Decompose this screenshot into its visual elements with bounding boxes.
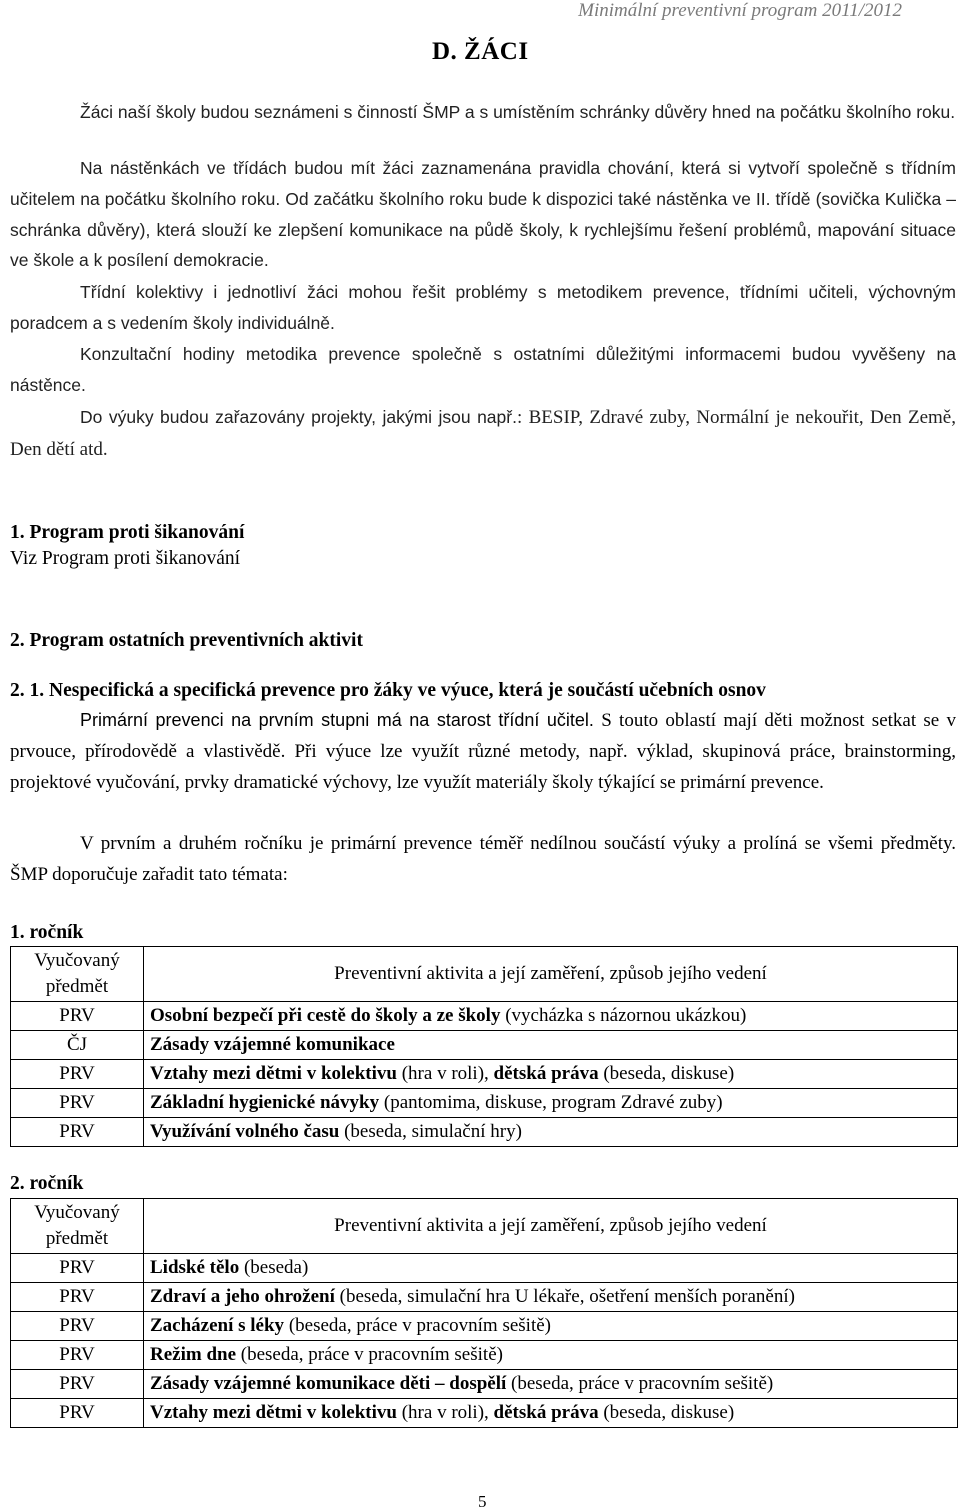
table-row [11,1118,958,1147]
activity-topic: Zdraví a jeho ohrožení [150,1286,335,1307]
section-title: D. ŽÁCI [432,38,529,65]
subject-cell: PRV [11,1118,144,1147]
subsection-2-1-paragraph-2 [10,829,956,891]
subject-column-header: Vyučovaný předmět [11,947,144,1002]
activity-topic: dětská práva [493,1063,599,1084]
activity-topic: Režim dne [150,1344,237,1365]
subject-column-header: Vyučovaný předmět [11,1199,144,1254]
activity-topic: Zásady vzájemné komunikace děti – dospělí [150,1373,507,1394]
intro-p5-text-b: : BESIP, Zdravé zuby, Normální je nekouřit, Den Země, Den dětí atd. [10,407,956,460]
grade-1-table [10,946,958,1147]
table-row [11,1060,958,1089]
subject-cell: PRV [11,1089,144,1118]
grade-2-label: 2. ročník [10,1173,84,1194]
activity-cell [144,1060,958,1089]
activity-cell [144,1370,958,1399]
intro-p2-text-b: třídě (sovička Kulička – schránka důvěry), která slouží ke zlepšení komunikace na půdě školy, k rychlejšímu řešení problémů, mapování situace ve škole a k posílení demokracie. [10,188,956,271]
activity-method: (beseda, simulační hry) [339,1121,522,1142]
activity-topic: Osobní bezpečí při cestě do školy a ze školy [150,1005,501,1026]
table-row [11,1370,958,1399]
activity-cell [144,1002,958,1031]
intro-paragraph-3 [10,277,956,339]
intro-p3-text: Třídní kolektivy i jednotliví žáci mohou řešit problémy s metodikem prevence, třídními učiteli, výchovným poradcem a s vedením školy individuálně. [10,282,956,333]
table-row [11,1312,958,1341]
activity-method: (beseda) [239,1257,309,1278]
activity-column-header: Preventivní aktivita a její zaměření, způsob jejího vedení [144,1199,958,1254]
subject-cell: PRV [11,1312,144,1341]
program-1-text: Viz Program proti šikanování [10,548,241,569]
activity-cell [144,1118,958,1147]
activity-cell [144,1254,958,1283]
table-row [11,1002,958,1031]
table-row [11,1089,958,1118]
sub21-p2-text: V prvním a druhém ročníku je primární prevence téměř nedílnou součástí výuky a prolíná se všemi předměty. ŠMP doporučuje zařadit tato témata: [10,833,956,885]
subject-cell: PRV [11,1002,144,1031]
subject-cell: PRV [11,1060,144,1089]
subject-cell: PRV [11,1399,144,1428]
subsection-2-1-heading: 2. 1. Nespecifická a specifická prevence pro žáky ve výuce, která je součástí učebních osnov [10,680,766,701]
activity-method: (beseda, simulační hra U lékaře, ošetření menších poranění) [334,1286,795,1307]
running-header: Minimální preventivní program 2011/2012 [578,0,902,21]
table-header-row [11,1199,958,1254]
activity-topic: Vztahy mezi dětmi v kolektivu [150,1063,397,1084]
grade-1-label: 1. ročník [10,922,84,943]
activity-column-header: Preventivní aktivita a její zaměření, způsob jejího vedení [144,947,958,1002]
table-row [11,1031,958,1060]
intro-paragraph-2 [10,153,956,276]
subject-cell: PRV [11,1370,144,1399]
subject-cell: PRV [11,1254,144,1283]
program-1-heading: 1. Program proti šikanování [10,522,245,543]
program-2-heading: 2. Program ostatních preventivních aktivit [10,630,363,651]
activity-method: (pantomima, diskuse, program Zdravé zuby) [379,1092,723,1113]
activity-method: (beseda, diskuse) [598,1402,735,1423]
intro-p5-text-a: Do výuky budou zařazovány projekty, jakými jsou např. [80,407,517,427]
activity-method: (beseda, práce v pracovním sešitě) [506,1373,774,1394]
intro-paragraph-1 [10,97,956,128]
intro-p2-text-a: Na nástěnkách ve třídách budou mít žáci zaznamenána pravidla chování, která si vytvoří společně s třídním učitelem na počátku školního roku. Od začátku školního roku bude k dispozici také nástěnka ve II. [10,158,956,209]
table-row [11,1341,958,1370]
activity-method: (beseda, diskuse) [598,1063,735,1084]
intro-p4-text: Konzultační hodiny metodika prevence společně s ostatními důležitými informacemi budou vyvěšeny na nástěnce. [10,344,956,395]
activity-topic: Lidské tělo [150,1257,240,1278]
activity-topic: Zacházení s léky [150,1315,285,1336]
activity-cell [144,1089,958,1118]
activity-method: (beseda, práce v pracovním sešitě) [236,1344,503,1365]
subject-cell: ČJ [11,1031,144,1060]
activity-method: (beseda, práce v pracovním sešitě) [284,1315,551,1336]
table-header-row [11,947,958,1002]
activity-topic: Zásady vzájemné komunikace [150,1034,395,1055]
activity-topic: dětská práva [493,1402,599,1423]
grade-2-table [10,1198,958,1428]
activity-topic: Vztahy mezi dětmi v kolektivu [150,1402,397,1423]
activity-cell [144,1031,958,1060]
activity-cell [144,1341,958,1370]
activity-topic: Základní hygienické návyky [150,1092,380,1113]
subject-cell: PRV [11,1283,144,1312]
activity-method: (hra v roli), [396,1402,494,1423]
intro-paragraph-5 [10,402,956,466]
activity-cell [144,1399,958,1428]
table-row [11,1283,958,1312]
activity-cell [144,1283,958,1312]
table-row [11,1399,958,1428]
activity-method: (hra v roli), [396,1063,494,1084]
intro-paragraph-4 [10,339,956,401]
table-row [11,1254,958,1283]
subject-cell: PRV [11,1341,144,1370]
sub21-p1-text-b: S touto oblastí mají děti možnost setkat se v prvouce, přírodovědě a vlastivědě. Při výuce lze využít různé metody, např. výklad, skupinová práce, brainstorming, projektové vyučování, prvky dramatické výchovy, lze využít materiály školy týkající se primární prevence. [10,710,957,793]
subsection-2-1-paragraph-1 [10,705,956,798]
activity-topic: Využívání volného času [150,1121,340,1142]
activity-cell [144,1312,958,1341]
intro-p1-text: Žáci naší školy budou seznámeni s činností ŠMP a s umístěním schránky důvěry hned na počátku školního roku. [80,102,956,122]
activity-method: (vycházka s názornou ukázkou) [500,1005,747,1026]
page-number: 5 [478,1492,487,1511]
sub21-p1-text-a: Primární prevenci na prvním stupni má na starost třídní učitel. [80,710,594,730]
